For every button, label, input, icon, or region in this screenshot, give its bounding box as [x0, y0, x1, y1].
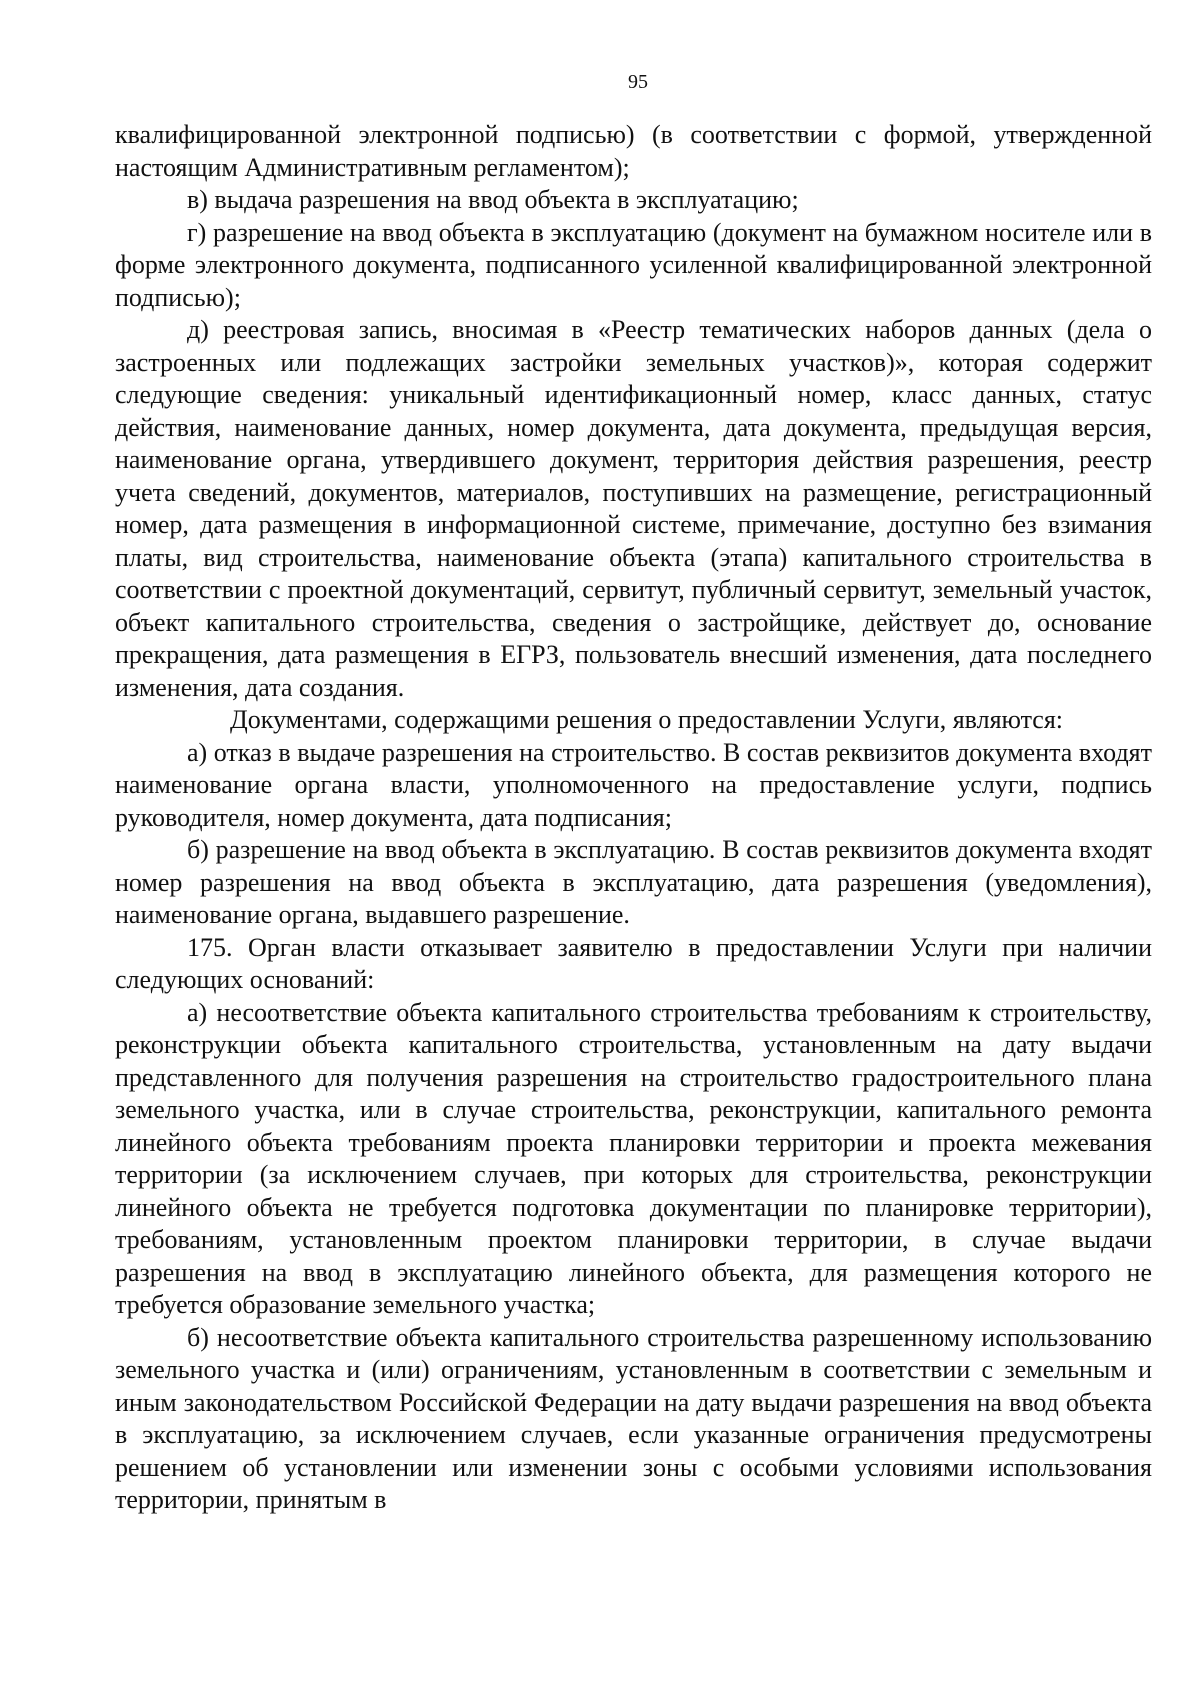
paragraph-item-g: г) разрешение на ввод объекта в эксплуатацию (документ на бумажном носителе или в форме электронного документа, подписанного усиленной квалифицированной электронной подписью);: [115, 217, 1152, 312]
document-body: [115, 119, 1152, 1517]
paragraph-decision-a: а) отказ в выдаче разрешения на строительство. В состав реквизитов документа входят наименование органа власти, уполномоченного на предоставление услуги, подпись руководителя, номер документа, дата подписания;: [115, 737, 1152, 832]
paragraph-item-v: в) выдача разрешения на ввод объекта в эксплуатацию;: [187, 185, 799, 214]
paragraph-refusal-a: а) несоответствие объекта капитального строительства требованиям к строительству, реконструкции объекта капитального строительства, установленным на дату выдачи представленного для получения разрешения на строительство градостроительного плана земельного участка, или в случае строительства, реконструкции, капитального ремонта линейного объекта требованиям проекта планировки территории и проекта межевания территории (за исключением случаев, при которых для строительства, реконструкции линейного объекта не требуется подготовка документации по планировке территории), требованиям, установленным проектом планировки территории, в случае выдачи разрешения на ввод в эксплуатацию линейного объекта, для размещения которого не требуется образование земельного участка;: [115, 997, 1152, 1319]
paragraph-decision-documents: Документами, содержащими решения о предоставлении Услуги, являются:: [230, 705, 1064, 734]
paragraph-175: 175. Орган власти отказывает заявителю в предоставлении Услуги при наличии следующих оснований:: [115, 932, 1152, 994]
paragraph-refusal-b: б) несоответствие объекта капитального строительства разрешенному использованию земельного участка и (или) ограничениям, установленным в соответствии с земельным и иным законодательством Российской Федерации на дату выдачи разрешения на ввод объекта в эксплуатацию, за исключением случаев, если указанные ограничения предусмотрены решением об установлении или изменении зоны с особыми условиями использования территории, принятым в: [115, 1322, 1152, 1514]
paragraph-item-d: д) реестровая запись, вносимая в «Реестр тематических наборов данных (дела о застроенных или подлежащих застройки земельных участков)», которая содержит следующие сведения: уникальный идентификационный номер, класс данных, статус действия, наименование данных, номер документа, дата документа, предыдущая версия, наименование органа, утвердившего документ, территория действия разрешения, реестр учета сведений, документов, материалов, поступивших на размещение, регистрационный номер, дата размещения в информационной системе, примечание, доступно без взимания платы, вид строительства, наименование объекта (этапа) капитального строительства в соответствии с проектной документаций, сервитут, публичный сервитут, земельный участок, объект капитального строительства, сведения о застройщике, действует до, основание прекращения, дата размещения в ЕГРЗ, пользователь внесший изменения, дата последнего изменения, дата создания.: [115, 315, 1152, 702]
paragraph-continuation: квалифицированной электронной подписью) (в соответствии с формой, утвержденной настоящим Административным регламентом);: [115, 120, 1152, 182]
page-number: 95: [628, 71, 648, 93]
paragraph-decision-b: б) разрешение на ввод объекта в эксплуатацию. В состав реквизитов документа входят номер разрешения на ввод объекта в эксплуатацию, дата разрешения (уведомления), наименование органа, выдавшего разрешение.: [115, 835, 1152, 929]
